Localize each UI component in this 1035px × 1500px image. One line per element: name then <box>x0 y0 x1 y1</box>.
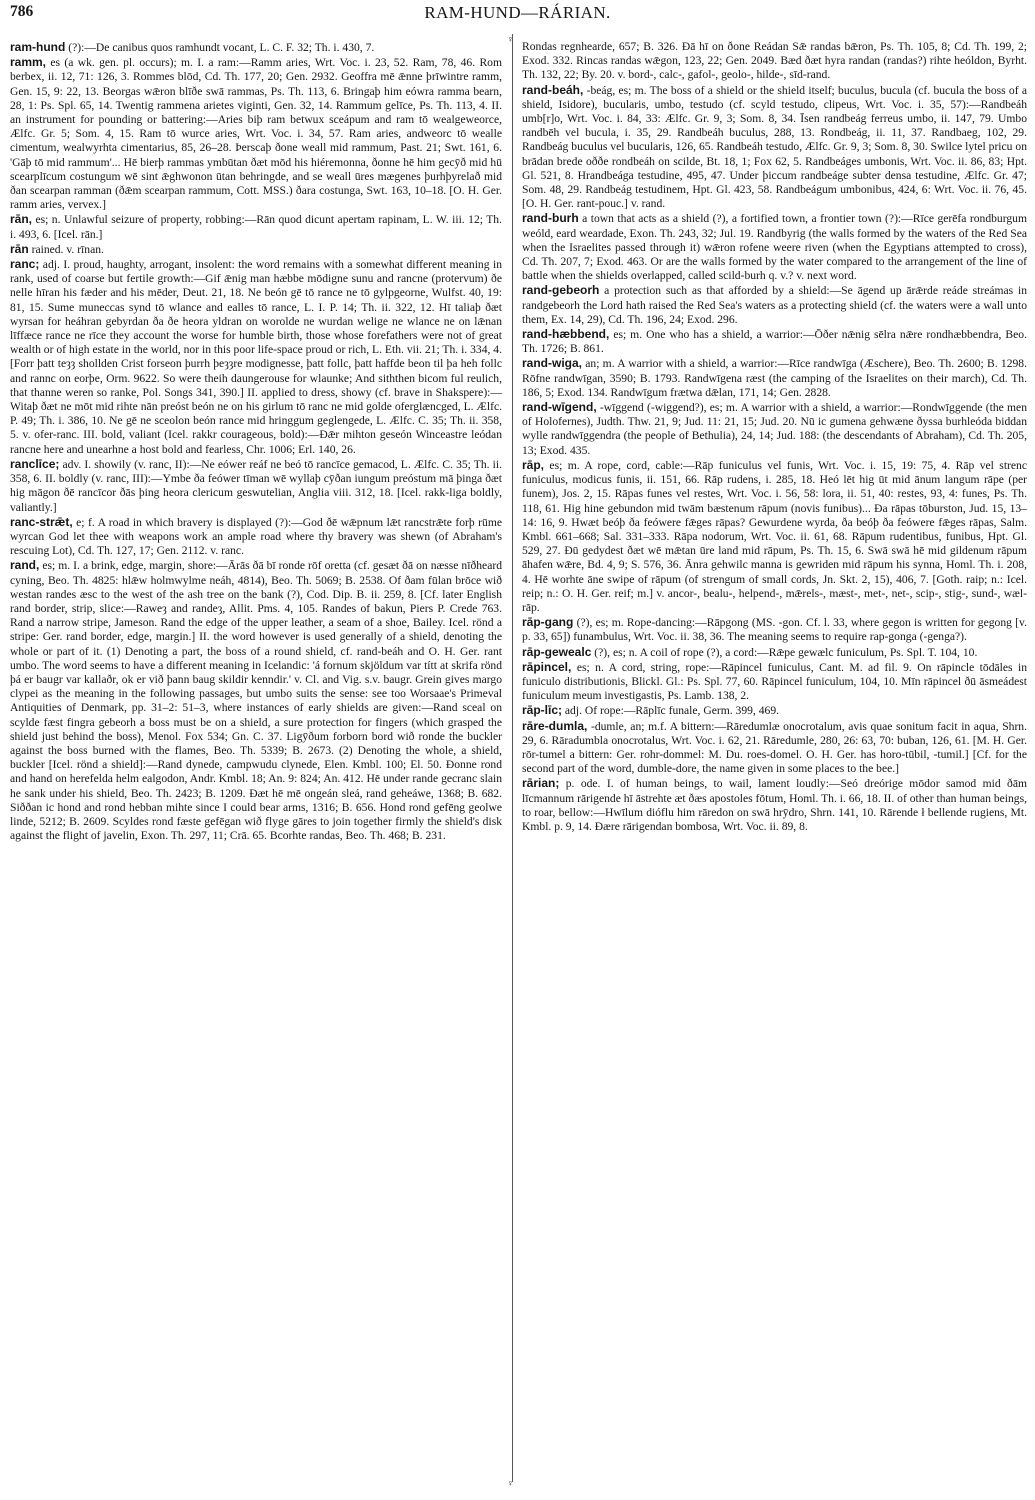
entry-headword: rand-wīgend, <box>522 400 597 415</box>
entry-headword: rāre-dumla, <box>522 718 588 733</box>
divider-top-ornament: ♀ <box>507 34 514 44</box>
entry-definition: es; n. A cord, string, rope:—Rāpincel funiculus, Cant. M. ad fil. 9. On rāpincle tōdāles in funiculo distributionis, Blickl. Gl.: Ps. Spl. 77, 60. Rāpincel funiculum, 104, 10. Mīn rāpincel ðū āsmeádest funiculum meum investigastis, Ps. Lamb. 138, 2. <box>522 660 1027 703</box>
entry-definition: p. ode. I. of human beings, to wail, lament loudly:—Seó dreórige mōdor samod mid ðām līcmannum rārigende hī āstrehte æt ðæs apostoles fōtum, Homl. Th. i. 66, 18. II. of other than human beings, to roar, bellow:—Hwīlum dióflu him rāredon on swā hrȳdro, Shrn. 141, 10. Rārende ł bellende rugiens, Mt. Kmbl. p. 9, 14. Ðære rārigendan bombosa, Wrt. Voc. ii. 89, 8. <box>522 777 1027 833</box>
entry-definition: rained. v. rīnan. <box>28 242 104 256</box>
entry-definition: an; m. A warrior with a shield, a warrior:—Rīce randwīga (Æschere), Beo. Th. 2600; B. 1298. Rōfne randwīgan, 3590; B. 1793. Randwīgena ræst (the camping of the Israelites on their march), Cd. Th. 186, 5; Exod. 134. Randwīgum frætwa dǣlan, 171, 14; Gen. 2828. <box>522 357 1027 399</box>
entry-headword: rand-gebeorh <box>522 283 600 298</box>
entry-headword: rand-beáh, <box>522 82 584 97</box>
entry-definition: (?):—De canibus quos ramhundt vocant, L. C. F. 32; Th. i. 430, 7. <box>65 41 375 54</box>
entry-definition: -wīggend (-wiggend?), es; m. A warrior with a shield, a warrior:—Rondwīggende (the men of Holofernes), Judth. Thw. 21, 9; Jud. 11: 21, 15; Jud. 20. Nū ic gumena gehwæne ðyssa burhleóda biddan wylle randwīggendra (the people of Bethulia), 24, 14; Jud. 188: (the descendants of Abraham), Cd. Th. 205, 13; Exod. 435. <box>522 401 1027 457</box>
dictionary-entry <box>522 615 1027 644</box>
dictionary-entry <box>522 40 1027 83</box>
entry-headword: rāp-gewealc <box>522 644 592 659</box>
divider-bottom-ornament: ♀ <box>507 1478 514 1488</box>
entry-headword: rand, <box>10 558 40 573</box>
dictionary-entry <box>10 515 502 559</box>
dictionary-entry <box>522 327 1027 356</box>
dictionary-entry <box>522 776 1027 834</box>
dictionary-entry <box>522 645 1027 660</box>
dictionary-entry <box>522 211 1027 283</box>
entry-definition: es (a wk. gen. pl. occurs); m. I. a ram:—Ramm aries, Wrt. Voc. i. 23, 52. Ram, 78, 46. Rom berbex, ii. 12, 71: 126, 3. Rommes blōd, Cd. Th. 177, 20; Gen. 2932. Geoffra mē ǣnne þrīwintre ramm, Gen. 15, 9: 22, 13. Beorgas wǣron blīðe swā rammas, Ps. Th. 113, 6. Bringaþ him eówra ramma bearn, 28, 1: Ps. Spl. 65, 14. Twentig rammena arietes viginti, Gen. 32, 14. Rammum gelīce, Ps. Th. 113, 4. II. an instrument for pounding or battering:—Aries biþ ram betwux sceápum and ram tō wealgeweorce, Ælfc. Gr. 5; Som. 4, 15. Ram tō wurce aries, Wrt. Voc. i. 34, 57. Ram aries, andweorc tō wealle cimentum, wealwyrhta cimentarius, 85, 26–28. Þerscaþ ðone weall mid rammum, Past. 21; Swt. 161, 6. 'Gāþ tō mid rammum'... Hē bierþ rammas ymbūtan ðæt mōd his hiéremonna, ðonne hē him gecȳð mid hū scearplīcum costungum wē sint ǣghwonon ūtan behringde, and se weall ūres mægenes þurhþyrelað mid ðan scearpan ramman (ðǣm scearpan rammum, Cott. MSS.) ðara costunga, Swt. 163, 10–18. [O. H. Ger. ramm aries, vervex.] <box>10 56 502 212</box>
entry-definition: a town that acts as a shield (?), a fortified town, a frontier town (?):—Rīce gerēfa rondburgum weóld, eard weardade, Exon. Th. 243, 32; Jul. 19. Randbyrig (the walls formed by the waters of the Red Sea when the Israelites passed through it) wǣron rofene weere riven (when the Egyptians attempted to cross), Cd. Th. 207, 7; Exod. 463. Or are the walls formed by the water compared to the arrangement of the line of battle when the shields overlapped, called scild-burh q. v.? v. next word. <box>522 212 1027 283</box>
column-divider <box>512 34 513 1482</box>
dictionary-entry <box>522 703 1027 718</box>
entry-definition: es; m. A rope, cord, cable:—Rāp funiculus vel funis, Wrt. Voc. i. 15, 19: 75, 4. Rāp vel strenc funiculus, modicus funis, ii. 151, 66. Rāp rudens, i. 285, 18. Heó lēt hig ūt mid ānum langum rāpe (per funem), Jos. 2, 15. Rāpas funes vel restes, Wrt. Voc. i. 56, 58: lora, ii. 51, 40: restes, 93, 4: funes, Ps. Th. 118, 61. Hig hine gebundon mid twām bæstenum rāpum (novis funibus)... Ða rāpas tōburston, Jud. 15, 13–14: 16, 9. Hwæt beóþ ða feówere fǣges rāpas? Gewurdene wyrda, ða beóþ ða feówere fǣges rāpas, Salm. Kmbl. 661–668; Sal. 331–333. Rāpa nodorum, Wrt. Voc. ii. 61, 68. Rāpum rudentibus, funibus, Hpt. Gl. 529, 27. Ðū gedydest ðæt wē mǣtan ūre land mid rāpum, Ps. Th. 15, 6. Swā swā hē mid gildenum rāpum āhafen wǣre, Bd. 4, 9; S. 576, 36. Ānra gehwilc manna is gewriden mid rāpum his synna, Homl. Th. i. 208, 4. Hē worhte āne swipe of rāpum (of strengum of small cords, Jn. Skt. 2, 15), 406, 7. [Goth. raip; n.: Icel. reip; n.: O. H. Ger. reif; m.] v. ancor-, bealu-, helpend-, mǣrels-, mæst-, met-, net-, scip-, stig-, sund-, wæl-rāp. <box>522 458 1027 614</box>
dictionary-entry <box>10 457 502 515</box>
dictionary-entry <box>10 40 502 55</box>
dictionary-entry <box>10 242 502 257</box>
entry-headword: ranc; <box>10 257 40 272</box>
dictionary-entry <box>10 212 502 241</box>
entry-definition: es; n. Unlawful seizure of property, robbing:—Rān quod dicunt apertam rapinam, L. W. iii. 12; Th. i. 493, 6. [Icel. rān.] <box>10 213 502 241</box>
entry-definition: (?), es; n. A coil of rope (?), a cord:—Rǣpe gewælc funiculum, Ps. Spl. T. 104, 10. <box>591 645 978 659</box>
left-column <box>10 40 502 843</box>
dictionary-entry <box>10 257 502 457</box>
entry-definition: -dumle, an; m.f. A bittern:—Rāredumlæ onocrotalum, avis quae sonitum facit in aqua, Shrn. 29, 6. Rāradumbla onocrotalus, Wrt. Voc. i. 62, 21. Rāredumle, 280, 26: 63, 70: buban, 126, 61. [M. H. Ger. rōr-tumel a bittern: Ger. rohr-dommel: M. Du. roes-domel. O. H. Ger. has horo-tūbil, -tumil.] [Cf. for the second part of the word, dumble-dore, the name given in some places to the bee.] <box>522 719 1027 776</box>
entry-headword: ranc-strǣt, <box>10 514 73 529</box>
running-head: RAM-HUND—RÁRIAN. <box>424 3 611 22</box>
entry-definition: Rondas regnhearde, 657; B. 326. Ðā hī on ðone Reádan Sǣ randas bǣron, Ps. Th. 105, 8; Cd. Th. 199, 2; Exod. 332. Rincas randas wǣgon, 123, 22; Gen. 2049. Bæd ðæt hyra randan (randas?) rihte heóldon, Byrht. Th. 132, 22; By. 20. v. bord-, calc-, gafol-, geolo-, hilde-, sīd-rand. <box>522 40 1027 82</box>
dictionary-entry <box>522 660 1027 704</box>
entry-headword: rand-burh <box>522 211 579 226</box>
entry-headword: rān <box>10 241 29 256</box>
right-column <box>522 40 1027 834</box>
entry-definition: es; m. One who has a shield, a warrior:—Ōðer nǣnig sēlra nǣre rondhæbbendra, Beo. Th. 1726; B. 861. <box>522 328 1027 356</box>
entry-definition: adv. I. showily (v. ranc, II):—Ne eówer reáf ne beó tō rancīce gemacod, L. Ælfc. C. 35; Th. ii. 358, 6. II. boldly (v. ranc, III):—Ymbe ða feówer tīman wē wyllaþ cȳðan iungum preóstum mā þinga ðæt hig māgon ðē rancīcor ðās þing heora clericum geswutelian, Anglia viii. 312, 18. [Icel. rakk-liga boldly, valiantly.] <box>10 457 502 514</box>
dictionary-entry <box>522 719 1027 777</box>
page-header <box>0 0 1035 36</box>
dictionary-entry <box>10 55 502 212</box>
entry-headword: rān, <box>10 212 33 227</box>
entry-definition: (?), es; m. Rope-dancing:—Rāpgong (MS. -gon. Cf. l. 33, where gegon is written for gegong [v. p. 33, 65]) funambulus, Wrt. Voc. ii. 38, 36. The meaning seems to require rap-gonga (-genga?). <box>522 616 1027 644</box>
dictionary-entry <box>522 356 1027 400</box>
entry-headword: rāpincel, <box>522 659 572 674</box>
entry-headword: ramm, <box>10 55 47 70</box>
dictionary-entry <box>522 458 1027 615</box>
entry-definition: adj. I. proud, haughty, arrogant, insolent: the word remains with a somewhat different meaning in rank, used of coarse but fertile growth:—Gif ǣnig man hæbbe mōdigne sunu and rancne (protervum) ðe nelle hīran his fæder and his mēder, Deut. 21, 18. Ne beón gē tō rance ne tō gylpgeorne, Wulfst. 40, 19: 81, 15. Sume muneccas synd tō wlance and ealles tō rance, L. I. P. 14; Th. ii. 322, 12. Hī taliaþ ðæt wyrsan for heáhran gebyrdan ða ðe heora yldran on worolde ne wurdan welige ne wlance ne on lǣnan līffæce rance ne rīce they account the worse for humble birth, those whose forefathers were not of great wealth or of high estate in the world, nor in this poor life-space proud or rich, L. Eth. vii. 21; Th. i. 334, 4. [Forr þatt teȝȝ shollden Crist forseon þurrh þeȝȝre modignesse, þatt follc, þatt haffde beon til þa heh follc and rannc on eorþe, Orm. 9622. So were theih daungerouse for wlaunke; And siththen bicom ful reulich, that thanne weren so ranke, Pol. Songs 341, 390.] II. applied to dress, showy (cf. brave in Shakspere):—Witaþ ðæt ne mōt mid rihte nān preóst beón ne on his girlum tō ranc ne mid golde oferglæncged, L. Ælfc. P. 49; Th. i. 386, 10. Ne gē ne sceolon beón rance mid hringgum geglengede, L. Ælfc. C. 35; Th. ii. 358, 5. v. ofer-ranc. III. bold, valiant (Icel. rakkr courageous, bold):—Ðǣr mihton geseón Winceastre leódan rancne here and unearhne a host bold and fearless, Chr. 1006; Erl. 140, 26. <box>10 258 502 456</box>
entry-headword: rārian; <box>522 776 560 791</box>
dictionary-entry <box>522 400 1027 458</box>
entry-headword: ram-hund <box>10 40 66 54</box>
entry-headword: rāp-gang <box>522 615 574 630</box>
entry-definition: -beág, es; m. The boss of a shield or the shield itself; buculus, bucula (cf. bucula the boss of a shield, Isidore), bucularis, umbo, testudo (cf. scyld testudo, clipeus, Wrt. Voc. i. 35, 57):—Randbeáh umb[r]o, Wrt. Voc. i. 84, 33: Ælfc. Gr. 9, 3; Som. 8, 34. Īsen randbeág ferreus umbo, ii. 147, 79. Umbo randbēh vel bucula, i. 35, 29. Randbeáh buculus, 288, 13. Rondbeág, ii. 11, 37. Randbaeg, 102, 29. Randbeág buculus vel bucularis, 126, 65. Randbeáh testudo, Ælfc. Gr. 9, 3; Som. 8, 30. Swilce lytel pricu on brādan brede oððe rondbeáh on scilde, Bt. 18, 1; Fox 62, 5. Randbeáges umbonis, Wrt. Voc. ii. 86, 83; Hpt. Gl. 521, 8. Hrandbeága testudine, 495, 47. Under þiccum randbeáge subter densa testudine, Ælfc. Gr. 47; Som. 48, 29. Randbeág testudinem, Hpt. Gl. 423, 58. Randbeágum umbonibus, 424, 6: Wrt. Voc. ii. 76, 45. [O. H. Ger. rant-pouc.] v. rand. <box>522 83 1027 211</box>
page-number: 786 <box>10 3 34 20</box>
entry-headword: rāp, <box>522 457 545 472</box>
dictionary-entry <box>522 83 1027 212</box>
entry-definition: e; f. A road in which bravery is displayed (?):—God ðē wǣpnum lǣt rancstrǣte forþ rūme wyrcan God let thee with weapons work an ample road where thy bravery was shewn (of Abraham's rescuing Lot), Cd. Th. 127, 17; Gen. 2112. v. ranc. <box>10 515 502 558</box>
entry-headword: ranclīce; <box>10 456 60 471</box>
entry-definition: a protection such as that afforded by a shield:—Se āgend up ārǣrde reáde streámas in randgebeorh the Lord hath raised the Red Sea's waters as a protecting shield (cf. the waters were a wall unto them, Ex. 14, 29), Cd. Th. 196, 24; Exod. 296. <box>522 284 1027 326</box>
entry-definition: es; m. I. a brink, edge, margin, shore:—Ārās ðā bī ronde rōf oretta (cf. gesæt ðā on næsse nīðheard cyning, Beo. Th. 4825: hlǣw holmwylme neáh, 4814), Beo. Th. 5069; B. 2538. Of ðam fūlan brōce wið westan randes æsc to the west of the ash tree on the bank (?), Cod. Dip. B. ii. 259, 8. [Cf. later English rand border, strip, slice:—Raweȝ and randeȝ, Allit. Pms. 4, 105. Randes of bakun, Piers P. Crede 763. Rand a narrow stripe, Jameson. Rand the edge of the upper leather, a seam of a shoe, Bailey. Icel. rönd a stripe: Ger. rand border, edge, margin.] II. the word however is used generally of a shield, denoting the whole or part of it. (1) Denoting a part, the boss of a round shield, cf. rand-beáh and O. H. Ger. rant umbo. The word seems to have a different meaning in Icelandic: 'á fornum skjöldum var títt at skrifa rönd þá er baugr var kallaðr, ok er við þann baug skildir kenndir.' v. Cl. and Vig. s.v. baugr. Grein gives margo clypei as the meaning in the following passages, but umbo suits the sense: see too Worsaae's Primeval Antiquities of Denmark, pp. 31–2: 51–3, where instances of early shields are given:—Rand sceal on scylde fæst fingra gebeorh a boss must be on a shield, a sure protection for fingers (which grasped the shield just behind the boss), Menol. Fox 534; Gn. C. 37. Ligȳðum forborn bord wið ronde the buckler against the boss burned with the flames, Beo. Th. 5339; B. 2673. (2) Denoting the whole, a shield, buckler [Icel. rönd a shield]:—Rand dynede, campwudu clynede, Elen. Kmbl. 100; El. 50. Ðonne rond and hand on herefelda helm ealgodon, Andr. Kmbl. 18; An. 9: 824; An. 412. Hē under rande gecranc slain he sank under his shield, Beo. Th. 2423; B. 1209. Ðæt hē mē ongeán sleá, rand geheáwe, 1368; B. 682. Siððan ic hond and rond hebban mihte since I could bear arms, 1316; B. 656. Hond rond gefēng geolwe linde, 5212; B. 2609. Scyldes rond fæste gefēgan wið flyge gāres to join together firmly the shield's disk against the flight of javelin, Exon. Th. 297, 11; Crā. 65. Bcorhte randas, Beo. Th. 468; B. 231. <box>10 559 502 843</box>
dictionary-entry <box>10 558 502 843</box>
entry-definition: adj. Of rope:—Rāplīc funale, Germ. 399, 469. <box>562 704 780 718</box>
dictionary-entry <box>522 283 1027 327</box>
entry-headword: rand-hæbbend, <box>522 327 610 342</box>
entry-headword: rāp-līc; <box>522 703 563 718</box>
entry-headword: rand-wiga, <box>522 356 583 371</box>
